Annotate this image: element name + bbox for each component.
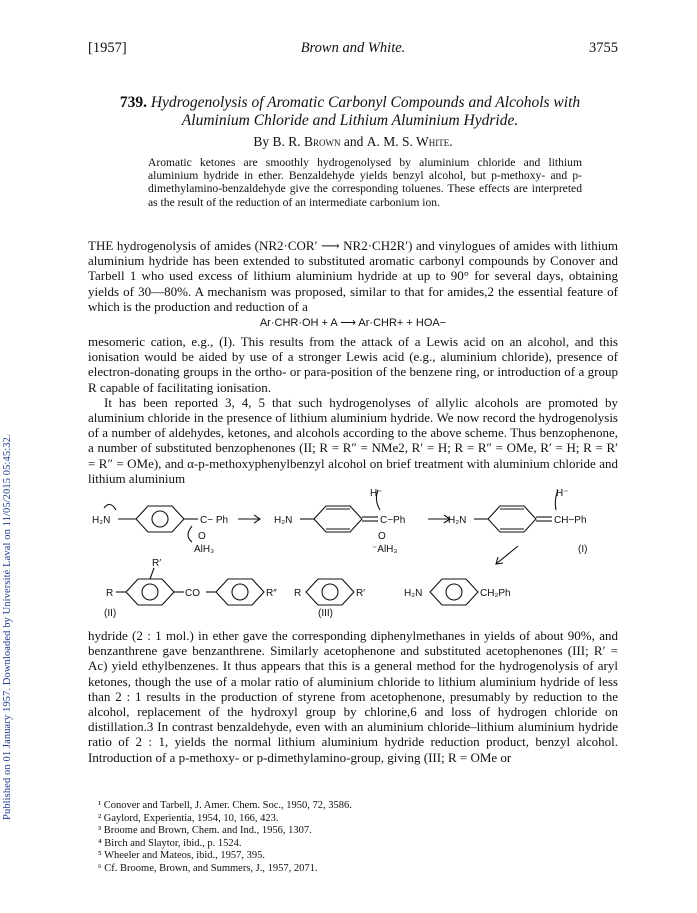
bond-line [150, 568, 154, 579]
scheme-label: H⁻ [370, 488, 383, 499]
scheme-label: AlH₃ [194, 544, 215, 555]
abstract: Aromatic ketones are smoothly hydrogenolysed by aluminium chloride and lithium aluminium hydride in ether. Benzaldehyde yields benzyl alcohol, but p-methoxy- and p-dimethylamino-benzaldehyde give the corresponding toluenes. These effects are interpreted as the result of the reduction of an intermediate carbonium ion. [148, 156, 582, 209]
byline-and: and [343, 134, 364, 149]
scheme-label: H₂N [274, 515, 293, 526]
aromatic-circle [446, 584, 462, 600]
author-1: B. R. Brown [272, 134, 341, 149]
paragraph-4-text: hydride (2 : 1 mol.) in ether gave the corresponding diphenylmethanes in yields of about 90%, and benzanthrene gave benzanthrene. Similarly acetophenone and substituted acetophenones (III; R′ = Ac) yield ethylbenzenes. It thus appears that this is a general method for the hydrogenolysis of aryl ketones, though the use of a molar ratio of aluminium chloride to lithium aluminium hydride of less than 2 : 1 results in the production of styrene from acetophenone, presumably by reduction to the alcohol, replacement of the hydroxyl group by chlorine,6 and loss of hydrogen chloride on distillation.3 In contrast benzaldehyde, even with an aluminium chloride–lithium aluminium hydride ratio of 2 : 1, yields the normal lithium aluminium hydride reduction product, benzyl alcohol. Introduction of a p-methoxy- or p-dimethylamino-group, giving (III; R = OMe or [88, 628, 618, 765]
benzene-ring [306, 579, 354, 605]
scheme-label: R′ [152, 558, 162, 569]
scheme-label: H₂N [448, 515, 467, 526]
footnote: ⁶ Cf. Broome, Brown, and Summers, J., 1957, 2071. [98, 862, 318, 874]
page-number: 3755 [589, 40, 618, 56]
curved-arrow [104, 504, 116, 510]
compound-label: (II) [104, 608, 117, 619]
scheme-label: R [106, 588, 114, 599]
download-note: Published on 01 January 1957. Downloaded by Université Laval on 11/05/2015 05:45:32. [2, 434, 13, 820]
scheme-label: C− Ph [200, 515, 229, 526]
scheme-label: O [198, 531, 206, 542]
paragraphs-2-3 [88, 334, 618, 486]
aromatic-circle [142, 584, 158, 600]
footnote: ¹ Conover and Tarbell, J. Amer. Chem. Soc., 1950, 72, 3586. [98, 800, 352, 811]
scheme-label: R″ [266, 588, 277, 599]
scheme-label: R [294, 588, 302, 599]
quinoid-ring [314, 506, 362, 532]
benzene-ring [216, 579, 264, 605]
scheme-label: CO [185, 588, 200, 599]
paragraph-4 [88, 628, 618, 765]
footnote: ⁵ Wheeler and Mateos, ibid., 1957, 395. [98, 850, 266, 862]
compound-label: (I) [578, 544, 588, 555]
footnote: ² Gaylord, Experientia, 1954, 10, 166, 423. [98, 812, 279, 824]
scheme-label: H₂N [92, 515, 111, 526]
article-number: 739. [119, 94, 147, 111]
paragraph-1-text: THE hydrogenolysis of amides (NR2·COR′ ⟶ NR2·CH2R′) and vinylogues of amides with lithium aluminium hydride has been extended to substituted aromatic carbonyl compounds by Conover and Tarbell 1 who used excess of lithium aluminium hydride at up to 90° for several days, obtaining yields of 30—80%. A mechanism was proposed, similar to that for amides,2 the essential feature of which is the production and reduction of a [88, 238, 618, 314]
scheme-label: O [378, 531, 386, 542]
paragraph-2-text: mesomeric cation, e.g., (I). This results from the attack of a Lewis acid on an alcohol, and this ionisation would be aided by use of a stronger Lewis acid (e.g., aluminium chloride), presence of electron-donating groups in the ortho- or para-position of the benzene ring, or introduction of a group R capable of facilitating ionisation. [88, 334, 618, 395]
scheme-label: H₂N [404, 588, 423, 599]
compound-label: (III) [318, 608, 333, 619]
reaction-scheme [88, 486, 618, 620]
article-title [100, 94, 600, 130]
byline-by: By [253, 134, 270, 149]
scheme-label: C−Ph [380, 515, 406, 526]
benzene-ring [136, 506, 184, 532]
running-header [88, 40, 618, 60]
footnote: ⁴ Birch and Slaytor, ibid., p. 1524. [98, 837, 242, 849]
reaction-arrow [496, 546, 518, 564]
aromatic-circle [232, 584, 248, 600]
scheme-label: ⁻AlH₃ [372, 544, 398, 555]
curved-arrow [188, 526, 192, 542]
quinoid-ring [488, 506, 536, 532]
scheme-label: CH−Ph [554, 515, 587, 526]
aromatic-circle [322, 584, 338, 600]
benzene-ring [430, 579, 478, 605]
running-authors: Brown and White. [300, 40, 406, 56]
benzene-ring [126, 579, 174, 605]
footnotes [98, 800, 618, 876]
article-title-text: Hydrogenolysis of Aromatic Carbonyl Compounds and Alcohols with Aluminium Chloride and Lithium Aluminium Hydride. [150, 94, 581, 129]
paragraph-3-text: It has been reported 3, 4, 5 that such hydrogenolyses of allylic alcohols are promoted by aluminium chloride in the presence of lithium aluminium hydride. We now record the hydrogenolysis of a number of aldehydes, ketones, and alcohols according to the above scheme. Thus benzophenone, a number of substituted benzophenones (II; R = R″ = NMe2, R′ = H; R = R″ = OMe, R′ = H; R = R′ = R″ = OMe), and α-p-methoxyphenylbenzyl alcohol on brief treatment with aluminium chloride and lithium aluminium [88, 394, 618, 486]
scheme-label: R′ [356, 588, 366, 599]
byline [88, 134, 618, 150]
author-2: A. M. S. White. [366, 134, 453, 149]
footnote: ³ Broome and Brown, Chem. and Ind., 1956, 1307. [98, 825, 312, 837]
equation: Ar·CHR·OH + A ⟶ Ar·CHR+ + HOA− [259, 317, 447, 329]
scheme-label: CH₂Ph [480, 588, 511, 599]
download-watermark [0, 0, 30, 913]
scheme-label: H⁻ [556, 488, 569, 499]
aromatic-circle [152, 511, 168, 527]
paragraph-1 [88, 238, 618, 314]
year-label: [1957] [88, 40, 127, 56]
